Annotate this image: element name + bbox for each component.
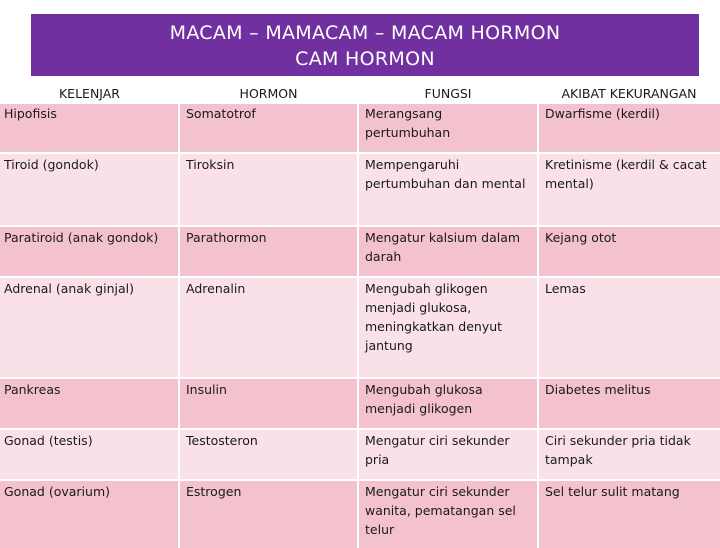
title-banner [31, 14, 699, 76]
cell-fungsi: Mengatur ciri sekunder wanita, pematangan sel telur [358, 480, 538, 548]
cell-hormon: Tiroksin [179, 153, 358, 226]
cell-kelenjar: Gonad (testis) [0, 429, 179, 480]
cell-hormon: Insulin [179, 378, 358, 429]
cell-hormon: Somatotrof [179, 103, 358, 153]
cell-akibat: Sel telur sulit matang [538, 480, 720, 548]
hormone-table [0, 86, 720, 548]
cell-kelenjar: Paratiroid (anak gondok) [0, 226, 179, 277]
cell-kelenjar: Hipofisis [0, 103, 179, 153]
table-row [0, 480, 720, 548]
table-row [0, 103, 720, 153]
cell-kelenjar: Gonad (ovarium) [0, 480, 179, 548]
table-header-row [0, 86, 720, 103]
table-row [0, 277, 720, 378]
cell-akibat: Lemas [538, 277, 720, 378]
header-kelenjar: KELENJAR [0, 86, 179, 103]
cell-fungsi: Merangsang pertumbuhan [358, 103, 538, 153]
cell-hormon: Testosteron [179, 429, 358, 480]
header-hormon: HORMON [179, 86, 358, 103]
cell-fungsi: Mengatur kalsium dalam darah [358, 226, 538, 277]
table-row [0, 378, 720, 429]
table-row [0, 429, 720, 480]
cell-akibat: Kejang otot [538, 226, 720, 277]
cell-kelenjar: Tiroid (gondok) [0, 153, 179, 226]
header-fungsi: FUNGSI [358, 86, 538, 103]
cell-akibat: Kretinisme (kerdil & cacat mental) [538, 153, 720, 226]
title-line-1: MACAM – MAMACAM – MACAM HORMON [169, 22, 561, 44]
cell-kelenjar: Adrenal (anak ginjal) [0, 277, 179, 378]
cell-fungsi: Mengubah glikogen menjadi glukosa, meningkatkan denyut jantung [358, 277, 538, 378]
cell-akibat: Dwarfisme (kerdil) [538, 103, 720, 153]
cell-fungsi: Mengubah glukosa menjadi glikogen [358, 378, 538, 429]
cell-kelenjar: Pankreas [0, 378, 179, 429]
title-line-2: CAM HORMON [295, 48, 435, 70]
cell-fungsi: Mengatur ciri sekunder pria [358, 429, 538, 480]
cell-hormon: Estrogen [179, 480, 358, 548]
table-row [0, 153, 720, 226]
cell-akibat: Ciri sekunder pria tidak tampak [538, 429, 720, 480]
cell-akibat: Diabetes melitus [538, 378, 720, 429]
cell-fungsi: Mempengaruhi pertumbuhan dan mental [358, 153, 538, 226]
cell-hormon: Parathormon [179, 226, 358, 277]
cell-hormon: Adrenalin [179, 277, 358, 378]
header-akibat-kekurangan: AKIBAT KEKURANGAN [538, 86, 720, 103]
table-row [0, 226, 720, 277]
